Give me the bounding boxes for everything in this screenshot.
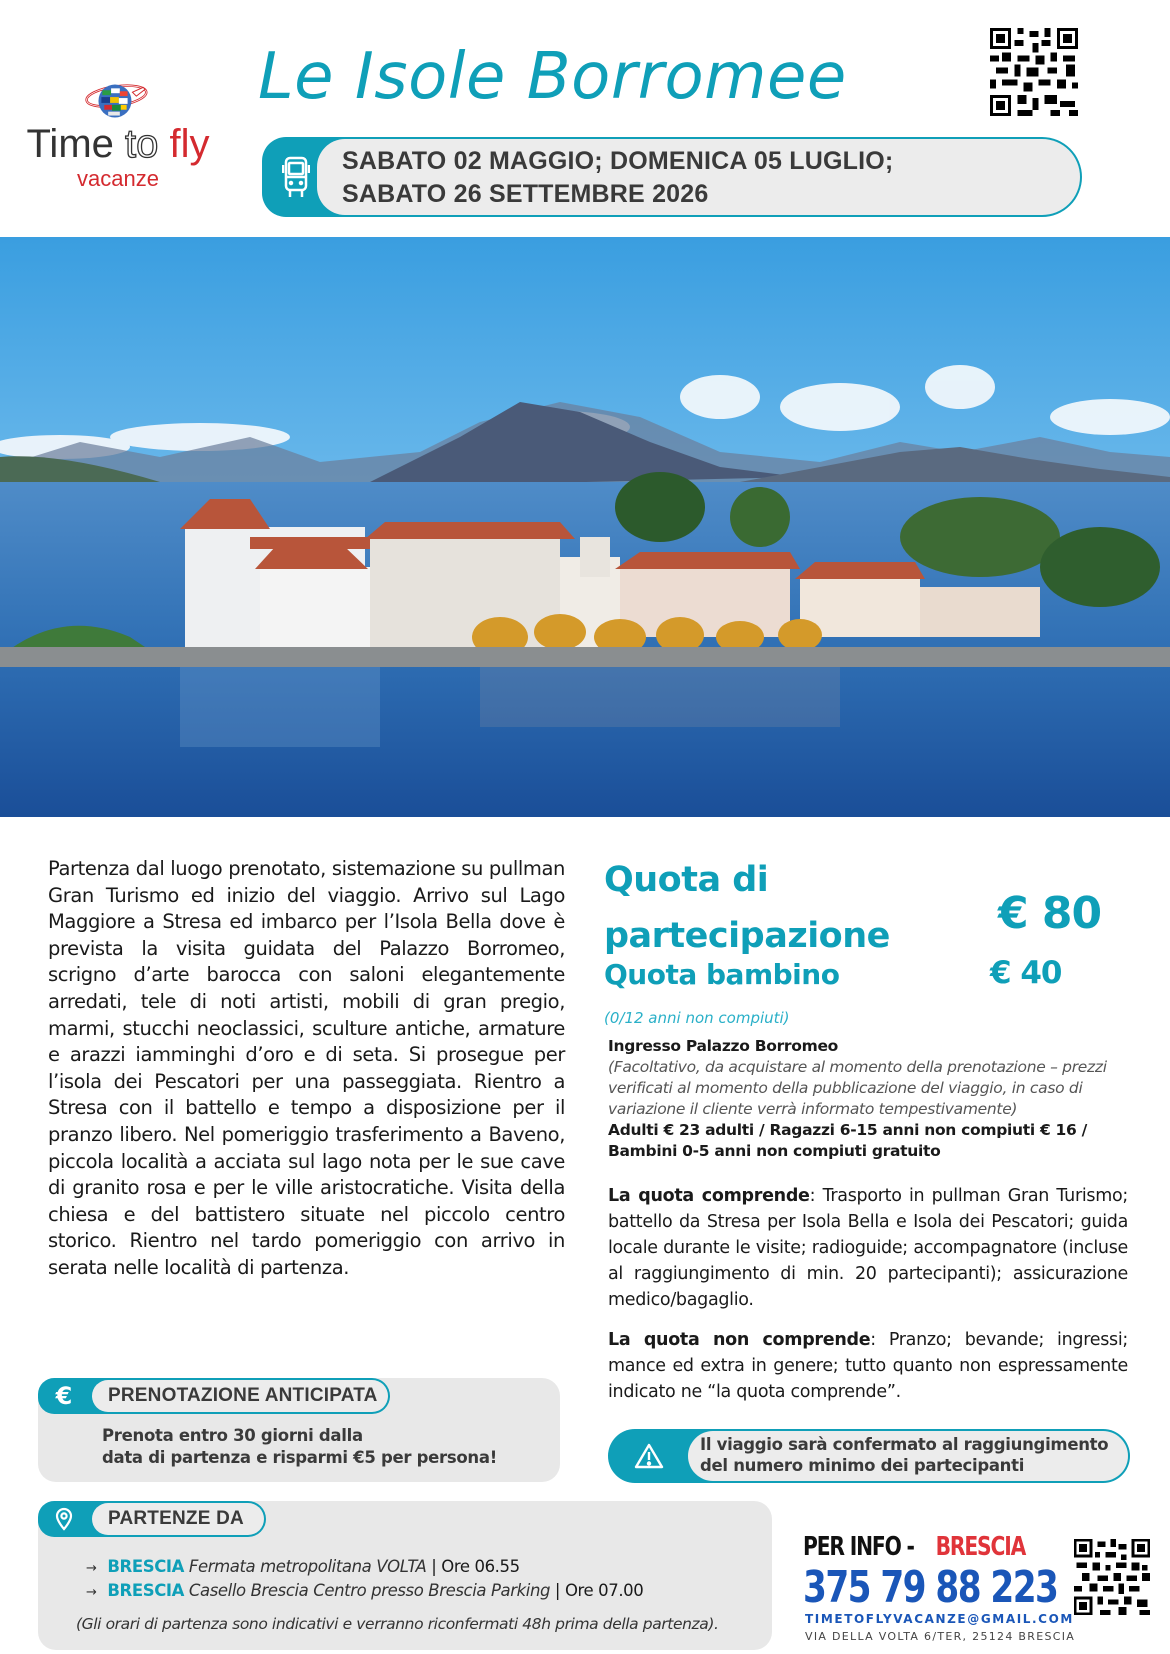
departure-separator: | — [550, 1581, 565, 1600]
warning-line-1: Il viaggio sarà confermato al raggiungimento — [700, 1435, 1109, 1454]
departure-item — [86, 1580, 643, 1604]
child-price-label: Quota bambino — [604, 958, 840, 991]
child-age-note: (0/12 anni non compiuti) — [604, 1009, 790, 1027]
dates-banner — [262, 137, 1082, 217]
includes-section — [608, 1183, 1128, 1313]
departure-place: Casello Brescia Centro presso Brescia Parking — [188, 1581, 551, 1600]
contact-email[interactable]: TIMETOFLYVACANZE@GMAIL.COM — [805, 1612, 1074, 1626]
arrow-right-icon: → — [86, 1561, 97, 1576]
departures-list — [86, 1556, 643, 1604]
euro-icon: € — [55, 1382, 73, 1410]
contact-city: BRESCIA — [935, 1532, 1026, 1562]
bus-icon — [282, 155, 310, 199]
excludes-text: : Pranzo; bevande; ingressi; mance ed extra in genere; tutto quanto non espressamente indicato ne “la quota comprende”. — [608, 1330, 1128, 1402]
price-label — [604, 852, 964, 964]
qr-code-icon[interactable] — [990, 27, 1078, 117]
departure-city: BRESCIA — [107, 1557, 185, 1576]
dates-line-1: SABATO 02 MAGGIO; DOMENICA 05 LUGLIO; — [342, 147, 894, 175]
warning-text — [700, 1434, 1108, 1476]
departures-title: PARTENZE DA — [108, 1508, 244, 1529]
contact-heading — [803, 1532, 1025, 1562]
price-label-line-1: Quota di — [604, 860, 769, 900]
departure-time: Ore 06.55 — [441, 1557, 520, 1576]
entry-note: (Facoltativo, da acquistare al momento della prenotazione – prezzi verificati al momento della pubblicazione del viaggio, in caso di variazione il cliente verrà informato tempestivamente) — [608, 1058, 1107, 1118]
price-adult: € 80 — [998, 888, 1102, 939]
price-child: € 40 — [990, 955, 1062, 991]
departures-footnote: (Gli orari di partenza sono indicativi e verranno riconfermati 48h prima della partenza). — [76, 1615, 719, 1633]
brand-wordmark: Time to fly — [26, 122, 210, 166]
page-title: Le Isole Borromee — [258, 40, 847, 114]
early-booking-box — [38, 1378, 560, 1482]
departure-city: BRESCIA — [107, 1581, 185, 1600]
departure-item — [86, 1556, 643, 1580]
minimum-participants-notice — [608, 1429, 1130, 1483]
brand-logo — [18, 58, 218, 191]
location-pin-icon — [52, 1507, 76, 1531]
early-booking-line-2: data di partenza e risparmi €5 per persona! — [102, 1448, 497, 1467]
departures-tag — [38, 1501, 266, 1537]
early-booking-text — [102, 1425, 497, 1469]
departures-box — [38, 1501, 772, 1650]
palazzo-entry-info — [608, 1036, 1128, 1162]
qr-code-icon[interactable] — [1074, 1538, 1150, 1616]
departure-time: Ore 07.00 — [564, 1581, 644, 1600]
entry-heading: Ingresso Palazzo Borromeo — [608, 1037, 839, 1055]
early-booking-line-1: Prenota entro 30 giorni dalla — [102, 1426, 363, 1445]
includes-text: : Trasporto in pullman Gran Turismo; battello da Stresa per Isola Bella e Isola dei Pescatori; guida locale durante le visite; radioguide; accompagnatore (incluse al raggiungimento di min. 20 partecipanti); assicurazione medico/bagaglio. — [608, 1186, 1128, 1310]
hero-photo — [0, 237, 1170, 817]
includes-label: La quota comprende — [608, 1186, 810, 1206]
excludes-section — [608, 1327, 1128, 1405]
warning-line-2: del numero minimo dei partecipanti — [700, 1456, 1025, 1475]
arrow-right-icon: → — [86, 1585, 97, 1600]
contact-phone[interactable]: 375 79 88 223 — [803, 1562, 1058, 1613]
early-booking-tag — [38, 1378, 390, 1414]
excludes-label: La quota non comprende — [608, 1330, 871, 1350]
contact-label: PER INFO - — [803, 1532, 914, 1562]
price-label-line-2: partecipazione — [604, 916, 890, 956]
dates-line-2: SABATO 26 SETTEMBRE 2026 — [342, 180, 709, 208]
early-booking-title: PRENOTAZIONE ANTICIPATA — [108, 1385, 378, 1406]
departure-separator: | — [426, 1557, 442, 1576]
entry-prices: Adulti € 23 adulti / Ragazzi 6-15 anni non compiuti € 16 / Bambini 0-5 anni non compiuti gratuito — [608, 1121, 1087, 1160]
trip-dates — [342, 145, 893, 211]
departure-place: Fermata metropolitana VOLTA — [188, 1557, 427, 1576]
contact-address: VIA DELLA VOLTA 6/TER, 25124 BRESCIA — [805, 1630, 1076, 1643]
itinerary-description: Partenza dal luogo prenotato, sistemazione su pullman Gran Turismo ed inizio del viaggio. Arrivo sul Lago Maggiore a Stresa ed imbarco per l’Isola Bella dove è prevista la visita guidata del Palazzo Borromeo, scrigno d’arte barocca con saloni elegantemente arredati, tele di noti artisti, mobili di gran pregio, marmi, stucchi neoclassici, sculture antiche, armature e arazzi iamminghi d’oro e di seta. Si prosegue per l’isola dei Pescatori per una passeggiata. Rientro a Stresa con il battello e tempo a disposizione per il pranzo libero. Nel pomeriggio trasferimento a Baveno, piccola località a acciata sul lago nota per le sue cave di granito rosa e per le ville aristocratiche. Visita della chiesa e del battistero situate nel piccolo centro storico. Rientro nel tardo pomeriggio con arrivo in serata nelle località di partenza. — [48, 857, 565, 1279]
brand-subtitle: vacanze — [77, 166, 159, 191]
warning-icon — [634, 1442, 664, 1470]
